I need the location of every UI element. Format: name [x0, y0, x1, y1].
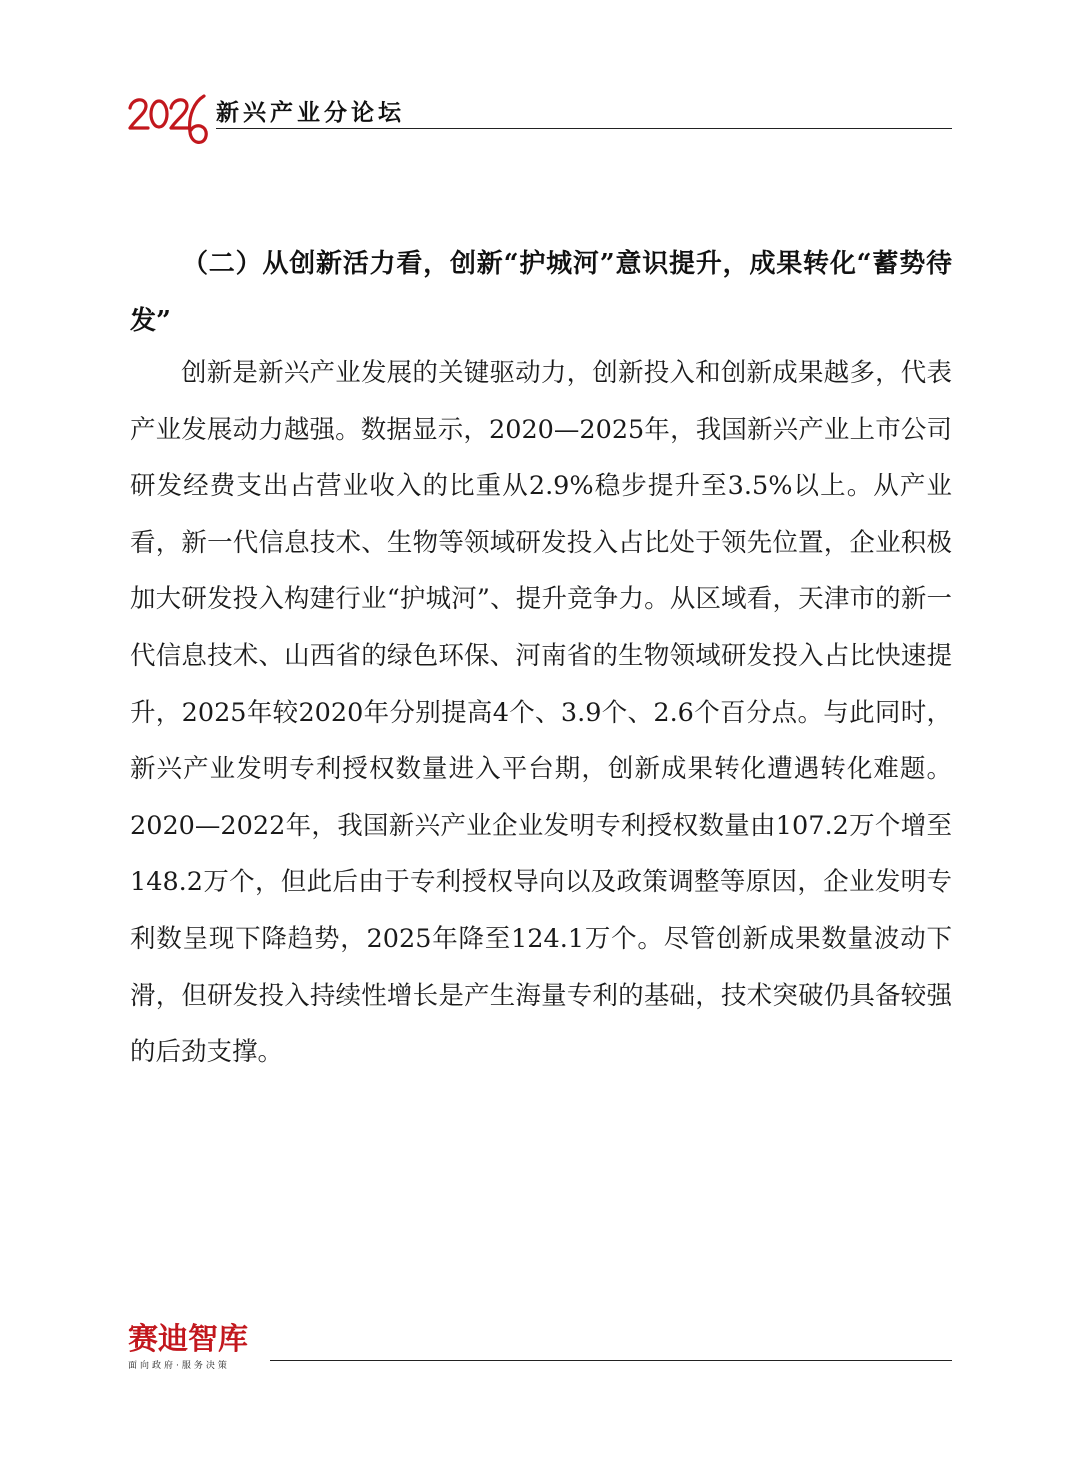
header-divider [216, 128, 952, 129]
year-2026-logo [128, 88, 210, 152]
brand-logo-name: 赛迪智库 [128, 1322, 248, 1357]
footer-divider [270, 1360, 952, 1361]
page-header [128, 88, 952, 158]
page-footer [128, 1322, 952, 1378]
body-paragraph: 创新是新兴产业发展的关键驱动力，创新投入和创新成果越多，代表产业发展动力越强。数据显示，2020—2025年，我国新兴产业上市公司研发经费支出占营业收入的比重从2.9%稳步提升至3.5%以上。从产业看，新一代信息技术、生物等领域研发投入占比处于领先位置，企业积极加大研发投入构建行业“护城河”、提升竞争力。从区域看，天津市的新一代信息技术、山西省的绿色环保、河南省的生物领域研发投入占比快速提升，2025年较2020年分别提高4个、3.9个、2.6个百分点。与此同时，新兴产业发明专利授权数量进入平台期，创新成果转化遭遇转化难题。2020—2022年，我国新兴产业企业发明专利授权数量由107.2万个增至148.2万个，但此后由于专利授权导向以及政策调整等原因，企业发明专利数呈现下降趋势，2025年降至124.1万个。尽管创新成果数量波动下滑，但研发投入持续性增长是产生海量专利的基础，技术突破仍具备较强的后劲支撑。 [130, 358, 952, 1068]
forum-title: 新兴产业分论坛 [216, 100, 405, 126]
brand-tagline: 面向政府·服务决策 [128, 1361, 230, 1371]
section-heading: （二）从创新活力看，创新“护城河”意识提升，成果转化“蓄势待发” [130, 249, 952, 336]
